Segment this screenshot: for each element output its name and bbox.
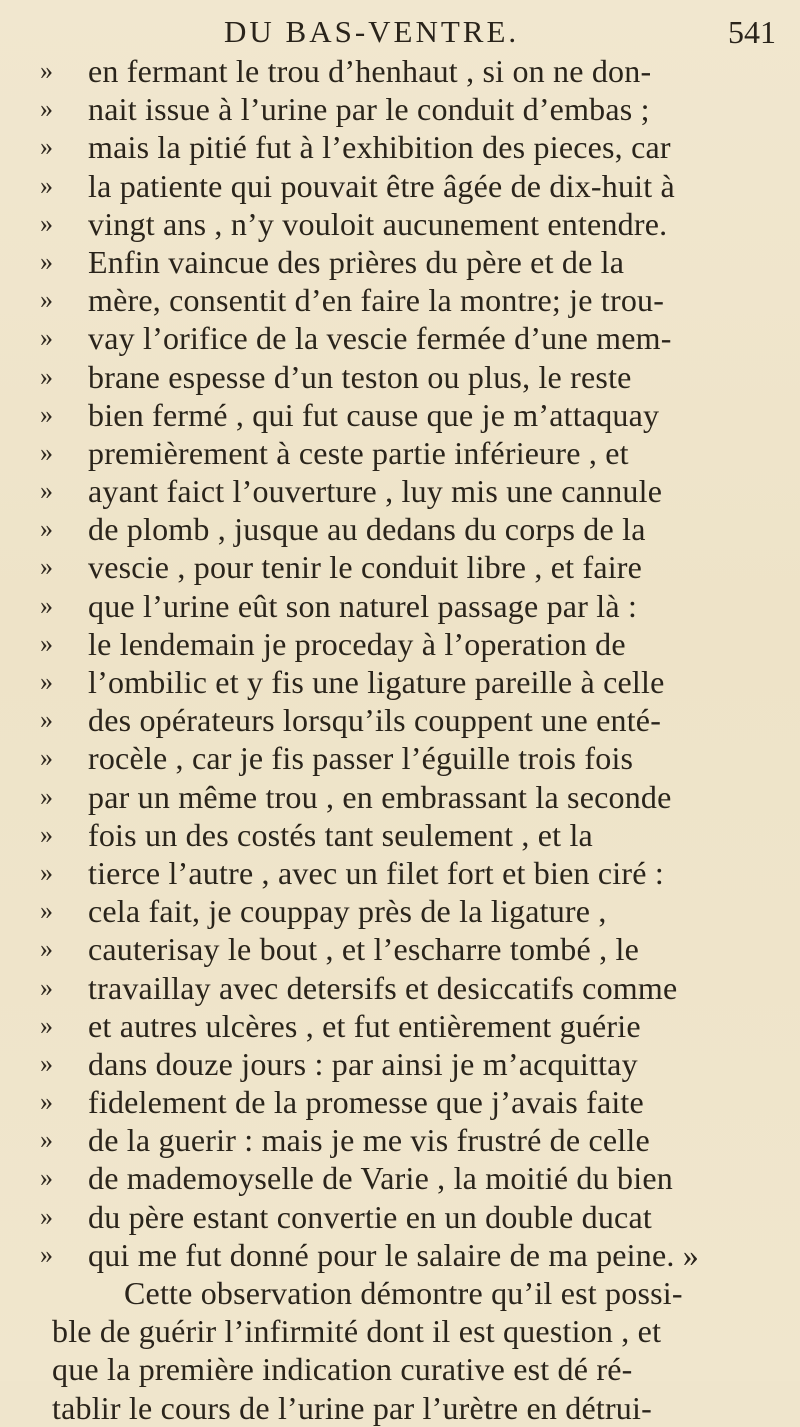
quoted-line: [0, 472, 800, 510]
quoted-line: [0, 969, 800, 1007]
quote-mark: »: [40, 94, 53, 124]
line-text: et autres ulcères , et fut entièrement guérie: [88, 1007, 641, 1044]
quote-mark: »: [40, 246, 53, 276]
quote-mark: »: [40, 437, 53, 467]
line-text: vingt ans , n’y vouloit aucunement entendre.: [88, 205, 668, 242]
quoted-line: [0, 1045, 800, 1083]
quote-mark: »: [40, 476, 53, 506]
quoted-line: [0, 548, 800, 586]
line-text: le lendemain je proceday à l’operation de: [88, 625, 626, 662]
quote-mark: »: [40, 285, 53, 315]
quote-mark: »: [40, 1125, 53, 1155]
line-text: des opérateurs lorsqu’ils couppent une enté-: [88, 702, 662, 739]
line-text: brane espesse d’un teston ou plus, le reste: [88, 358, 632, 395]
line-text: Cette observation démontre qu’il est possi-: [124, 1275, 683, 1311]
quoted-line: [0, 281, 800, 319]
line-text: la patiente qui pouvait être âgée de dix-huit à: [88, 167, 675, 204]
quoted-line: [0, 1236, 800, 1274]
line-text: fidelement de la promesse que j’avais faite: [88, 1084, 644, 1121]
quoted-line: [0, 701, 800, 739]
quoted-line: [0, 930, 800, 968]
quoted-line: [0, 778, 800, 816]
line-text: l’ombilic et y fis une ligature pareille à celle: [88, 664, 665, 700]
line-text: Enfin vaincue des prières du père et de la: [88, 243, 625, 280]
quoted-line: [0, 1159, 800, 1197]
quoted-line: [0, 587, 800, 625]
line-text: ayant faict l’ouverture , luy mis une cannule: [88, 473, 663, 510]
quote-mark: »: [40, 705, 53, 735]
line-text: que l’urine eût son naturel passage par là :: [88, 587, 638, 624]
paragraph-line: [0, 1350, 800, 1388]
quoted-line: [0, 396, 800, 434]
quoted-line: [0, 128, 800, 166]
quote-mark: »: [40, 781, 53, 811]
line-text: bien fermé , qui fut cause que je m’attaquay: [88, 396, 660, 433]
line-text: du père estant convertie en un double ducat: [88, 1198, 652, 1235]
line-text: rocèle , car je fis passer l’éguille trois fois: [88, 740, 634, 777]
line-text: cela fait, je couppay près de la ligature ,: [88, 893, 607, 930]
quote-mark: »: [40, 934, 53, 964]
line-text: de la guerir : mais je me vis frustré de celle: [88, 1122, 650, 1159]
line-text: tierce l’autre , avec un filet fort et bien ciré :: [88, 854, 664, 891]
line-text: mais la pitié fut à l’exhibition des pieces, car: [88, 129, 671, 166]
quoted-line: [0, 663, 800, 701]
quoted-line: [0, 1007, 800, 1045]
quote-mark: »: [40, 56, 53, 85]
quote-mark: »: [40, 552, 53, 582]
quoted-line: [0, 739, 800, 777]
line-text: tablir le cours de l’urine par l’urètre en détrui-: [52, 1389, 652, 1426]
line-text: vescie , pour tenir le conduit libre , et faire: [88, 549, 643, 586]
quoted-line: [0, 1121, 800, 1159]
quote-mark: »: [40, 628, 53, 658]
quoted-line: [0, 892, 800, 930]
line-text: fois un des costés tant seulement , et la: [88, 816, 593, 853]
quote-mark: »: [40, 590, 53, 620]
quote-mark: »: [40, 667, 53, 696]
quote-mark: »: [40, 132, 53, 162]
quoted-line: [0, 434, 800, 472]
line-text: que la première indication curative est dé ré-: [52, 1351, 633, 1388]
line-text: en fermant le trou d’henhaut , si on ne don-: [88, 53, 652, 89]
quote-mark: »: [40, 819, 53, 849]
quoted-line: [0, 52, 800, 90]
quoted-line: [0, 205, 800, 243]
quoted-line: [0, 243, 800, 281]
quote-mark: »: [40, 743, 53, 773]
quote-mark: »: [40, 1048, 53, 1078]
quoted-line: [0, 854, 800, 892]
quote-mark: »: [40, 514, 53, 544]
line-text: cauterisay le bout , et l’escharre tombé , le: [88, 931, 639, 968]
line-text: par un même trou , en embrassant la seconde: [88, 778, 672, 815]
quoted-line: [0, 90, 800, 128]
quoted-line: [0, 816, 800, 854]
line-text: travaillay avec detersifs et desiccatifs comme: [88, 969, 678, 1006]
quoted-line: [0, 319, 800, 357]
quote-mark: »: [40, 361, 53, 391]
body-text: [0, 52, 800, 1427]
line-text: dans douze jours : par ainsi je m’acquittay: [88, 1045, 638, 1082]
quoted-line: [0, 510, 800, 548]
quoted-line: [0, 167, 800, 205]
paragraph-line: [0, 1274, 800, 1312]
quote-mark: »: [40, 1239, 53, 1269]
paragraph-line: [0, 1312, 800, 1350]
page-number: 541: [728, 14, 776, 50]
line-text: mère, consentit d’en faire la montre; je trou-: [88, 282, 665, 319]
line-text: nait issue à l’urine par le conduit d’embas ;: [88, 91, 650, 128]
quote-mark: »: [40, 972, 53, 1002]
quoted-line: [0, 358, 800, 396]
quote-mark: »: [40, 1010, 53, 1040]
quote-mark: »: [40, 857, 53, 887]
quote-mark: »: [40, 170, 53, 200]
line-text: vay l’orifice de la vescie fermée d’une mem-: [88, 320, 672, 357]
quoted-line: [0, 1083, 800, 1121]
quoted-line: [0, 1198, 800, 1236]
quote-mark: »: [40, 896, 53, 926]
quote-mark: »: [40, 399, 53, 429]
quote-mark: »: [40, 1163, 53, 1193]
line-text: de plomb , jusque au dedans du corps de la: [88, 511, 646, 548]
quote-mark: »: [40, 1201, 53, 1231]
line-text: ble de guérir l’infirmité dont il est question , et: [52, 1313, 662, 1350]
quoted-line: [0, 625, 800, 663]
running-title: DU BAS-VENTRE.: [224, 14, 520, 49]
paragraph-line: [0, 1389, 800, 1427]
line-text: premièrement à ceste partie inférieure , et: [88, 434, 629, 471]
quote-mark: »: [40, 208, 53, 238]
line-text: qui me fut donné pour le salaire de ma peine. »: [88, 1236, 699, 1273]
quote-mark: »: [40, 1087, 53, 1117]
line-text: de mademoyselle de Varie , la moitié du bien: [88, 1160, 673, 1197]
quote-mark: »: [40, 323, 53, 353]
